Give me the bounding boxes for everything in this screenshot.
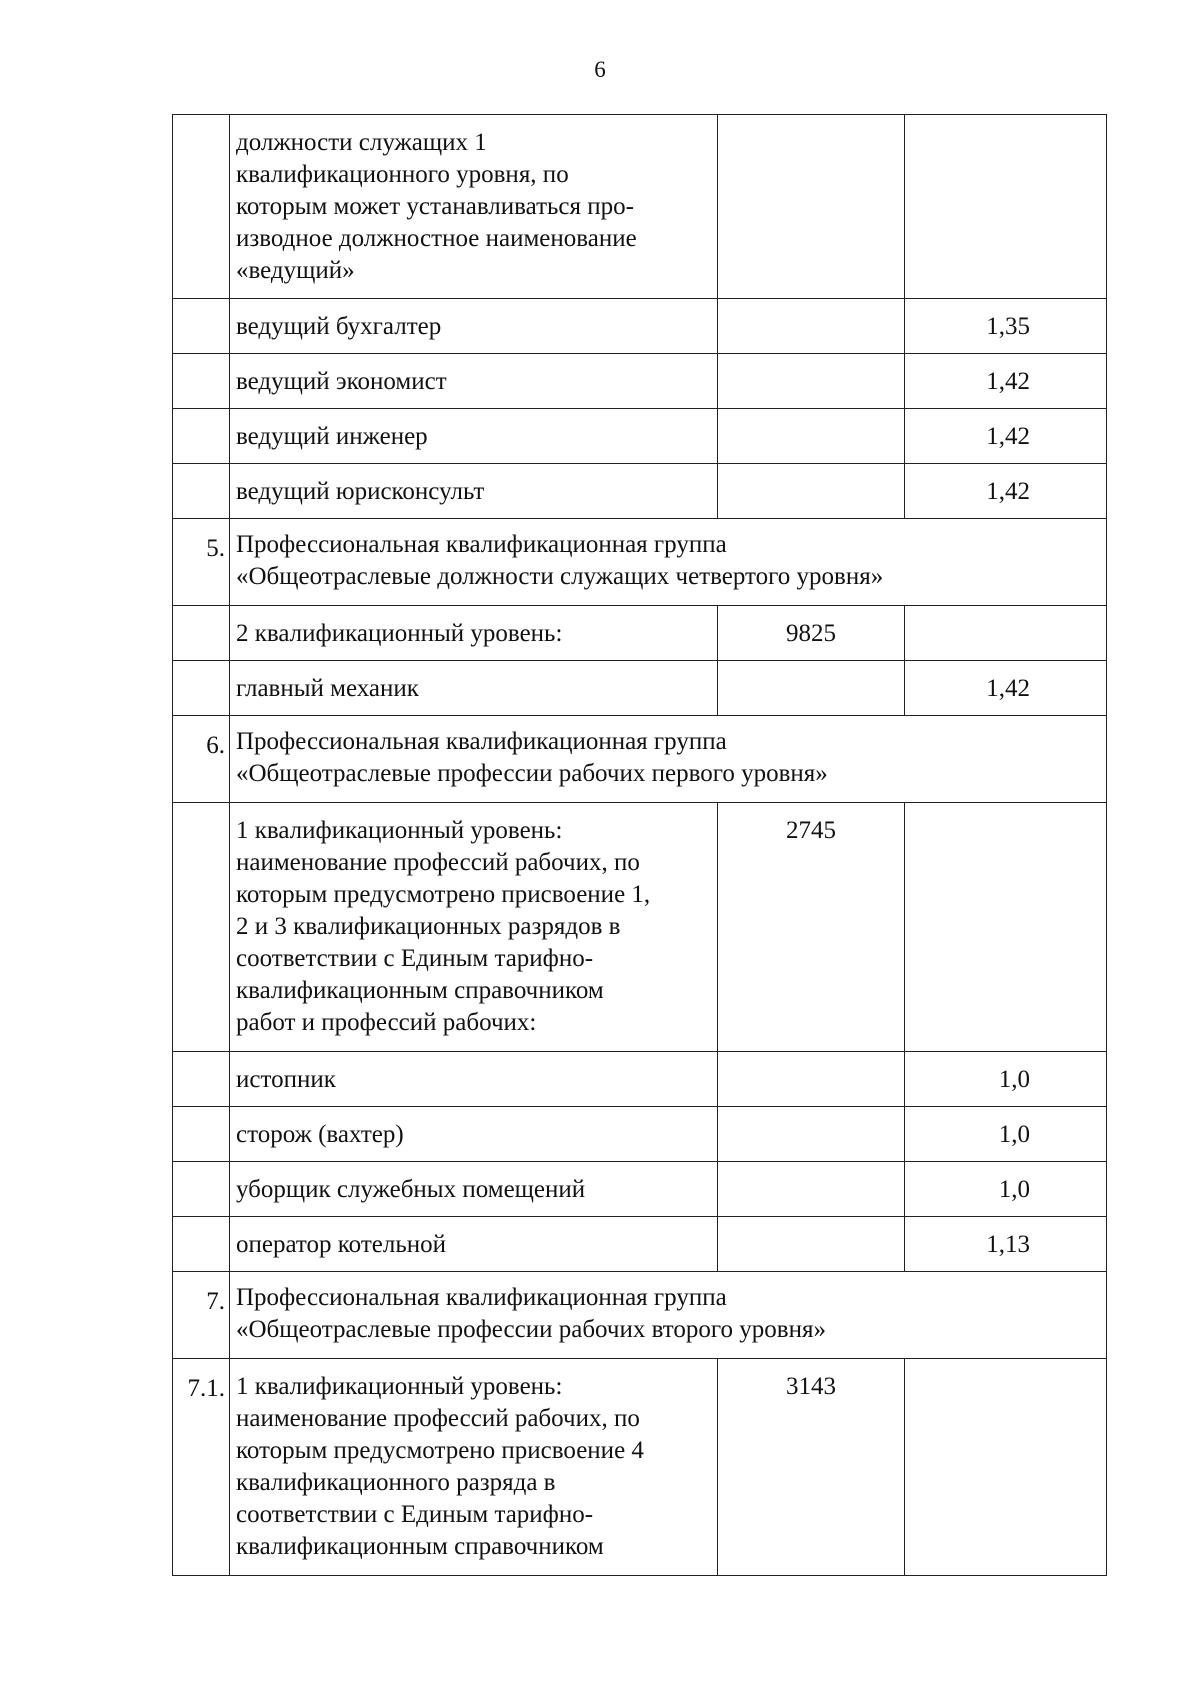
position-name-line: 1 квалификационный уровень:: [236, 817, 563, 844]
position-name-line: ведущий юрисконсульт: [236, 478, 485, 505]
group-number: 5.: [173, 519, 230, 606]
table-row: [173, 803, 1107, 1052]
table-row: [173, 1217, 1107, 1272]
row-number: [173, 409, 230, 464]
position-name-line: 2 квалификационный уровень:: [236, 620, 563, 647]
row-number: [173, 1217, 230, 1272]
position-name-line: которым предусмотрено присвоение 4: [236, 1437, 644, 1464]
position-name: [230, 115, 718, 299]
group-title: [230, 519, 1107, 606]
row-number: [173, 803, 230, 1052]
group-header-row: [173, 1272, 1107, 1359]
position-name-line: которым предусмотрено присвоение 1,: [236, 881, 651, 908]
position-name-line: «ведущий»: [236, 257, 355, 284]
base-salary: [718, 299, 905, 354]
position-name-line: главный механик: [236, 675, 419, 702]
position-name-line: наименование профессий рабочих, по: [236, 849, 640, 876]
position-name-line: соответствии с Единым тарифно-: [236, 1501, 594, 1528]
coefficient: 1,0: [905, 1052, 1107, 1107]
group-title: [230, 716, 1107, 803]
position-name-line: работ и профессий рабочих:: [236, 1009, 537, 1036]
table-row: [173, 299, 1107, 354]
position-name-line: сторож (вахтер): [236, 1121, 404, 1148]
group-title-line: Профессиональная квалификационная группа: [236, 531, 727, 558]
coefficient: [905, 115, 1107, 299]
position-name: [230, 1052, 718, 1107]
position-name: [230, 1217, 718, 1272]
position-name: [230, 1107, 718, 1162]
base-salary: [718, 409, 905, 464]
position-name-line: наименование профессий рабочих, по: [236, 1405, 640, 1432]
base-salary: [718, 1217, 905, 1272]
row-number: 7.1.: [173, 1359, 230, 1576]
position-name: [230, 299, 718, 354]
base-salary: [718, 661, 905, 716]
base-salary: [718, 1162, 905, 1217]
row-number: [173, 299, 230, 354]
group-title-line: «Общеотраслевые профессии рабочих первого уровня»: [236, 760, 828, 787]
group-title-line: «Общеотраслевые должности служащих четвертого уровня»: [236, 563, 884, 590]
base-salary: 9825: [718, 606, 905, 661]
table-row: [173, 1359, 1107, 1576]
position-name: [230, 409, 718, 464]
position-name-line: ведущий инженер: [236, 423, 428, 450]
base-salary: [718, 115, 905, 299]
position-name-line: которым может устанавливаться про-: [236, 193, 634, 220]
group-title-line: «Общеотраслевые профессии рабочих второго уровня»: [236, 1316, 826, 1343]
position-name: [230, 661, 718, 716]
position-name: [230, 803, 718, 1052]
coefficient: [905, 803, 1107, 1052]
coefficient: 1,42: [905, 354, 1107, 409]
position-name-line: уборщик служебных помещений: [236, 1176, 586, 1203]
position-name-line: 1 квалификационный уровень:: [236, 1373, 563, 1400]
position-name-line: квалификационным справочником: [236, 977, 604, 1004]
position-name: [230, 354, 718, 409]
row-number: [173, 606, 230, 661]
coefficient: 1,35: [905, 299, 1107, 354]
row-number: [173, 1052, 230, 1107]
page-number: 6: [594, 57, 606, 82]
position-name-line: соответствии с Единым тарифно-: [236, 945, 594, 972]
position-name-line: ведущий бухгалтер: [236, 313, 442, 340]
base-salary: 2745: [718, 803, 905, 1052]
position-name-line: истопник: [236, 1066, 336, 1093]
base-salary: 3143: [718, 1359, 905, 1576]
position-name-line: 2 и 3 квалификационных разрядов в: [236, 913, 621, 940]
table-row: [173, 354, 1107, 409]
table-row: [173, 606, 1107, 661]
qualification-table: [172, 114, 1107, 1576]
group-number: 6.: [173, 716, 230, 803]
coefficient: [905, 606, 1107, 661]
coefficient: 1,42: [905, 409, 1107, 464]
position-name-line: оператор котельной: [236, 1231, 446, 1258]
table-row: [173, 115, 1107, 299]
row-number: [173, 354, 230, 409]
coefficient: 1,13: [905, 1217, 1107, 1272]
coefficient: [905, 1359, 1107, 1576]
base-salary: [718, 464, 905, 519]
base-salary: [718, 1107, 905, 1162]
row-number: [173, 1162, 230, 1217]
table-row: [173, 1107, 1107, 1162]
position-name-line: изводное должностное наименование: [236, 225, 637, 252]
coefficient: 1,42: [905, 661, 1107, 716]
coefficient: 1,42: [905, 464, 1107, 519]
position-name-line: квалификационным справочником: [236, 1533, 604, 1560]
row-number: [173, 1107, 230, 1162]
table-row: [173, 409, 1107, 464]
table-row: [173, 1162, 1107, 1217]
position-name: [230, 1162, 718, 1217]
table-row: [173, 661, 1107, 716]
position-name-line: ведущий экономист: [236, 368, 447, 395]
group-number: 7.: [173, 1272, 230, 1359]
position-name-line: должности служащих 1: [236, 129, 487, 156]
table-row: [173, 1052, 1107, 1107]
base-salary: [718, 354, 905, 409]
position-name: [230, 1359, 718, 1576]
base-salary: [718, 1052, 905, 1107]
coefficient: 1,0: [905, 1162, 1107, 1217]
group-title-line: Профессиональная квалификационная группа: [236, 1284, 727, 1311]
position-name-line: квалификационного уровня, по: [236, 161, 569, 188]
group-title-line: Профессиональная квалификационная группа: [236, 728, 727, 755]
table-row: [173, 464, 1107, 519]
position-name: [230, 606, 718, 661]
group-header-row: [173, 716, 1107, 803]
position-name: [230, 464, 718, 519]
group-header-row: [173, 519, 1107, 606]
row-number: [173, 661, 230, 716]
group-title: [230, 1272, 1107, 1359]
coefficient: 1,0: [905, 1107, 1107, 1162]
row-number: [173, 464, 230, 519]
row-number: [173, 115, 230, 299]
position-name-line: квалификационного разряда в: [236, 1469, 556, 1496]
